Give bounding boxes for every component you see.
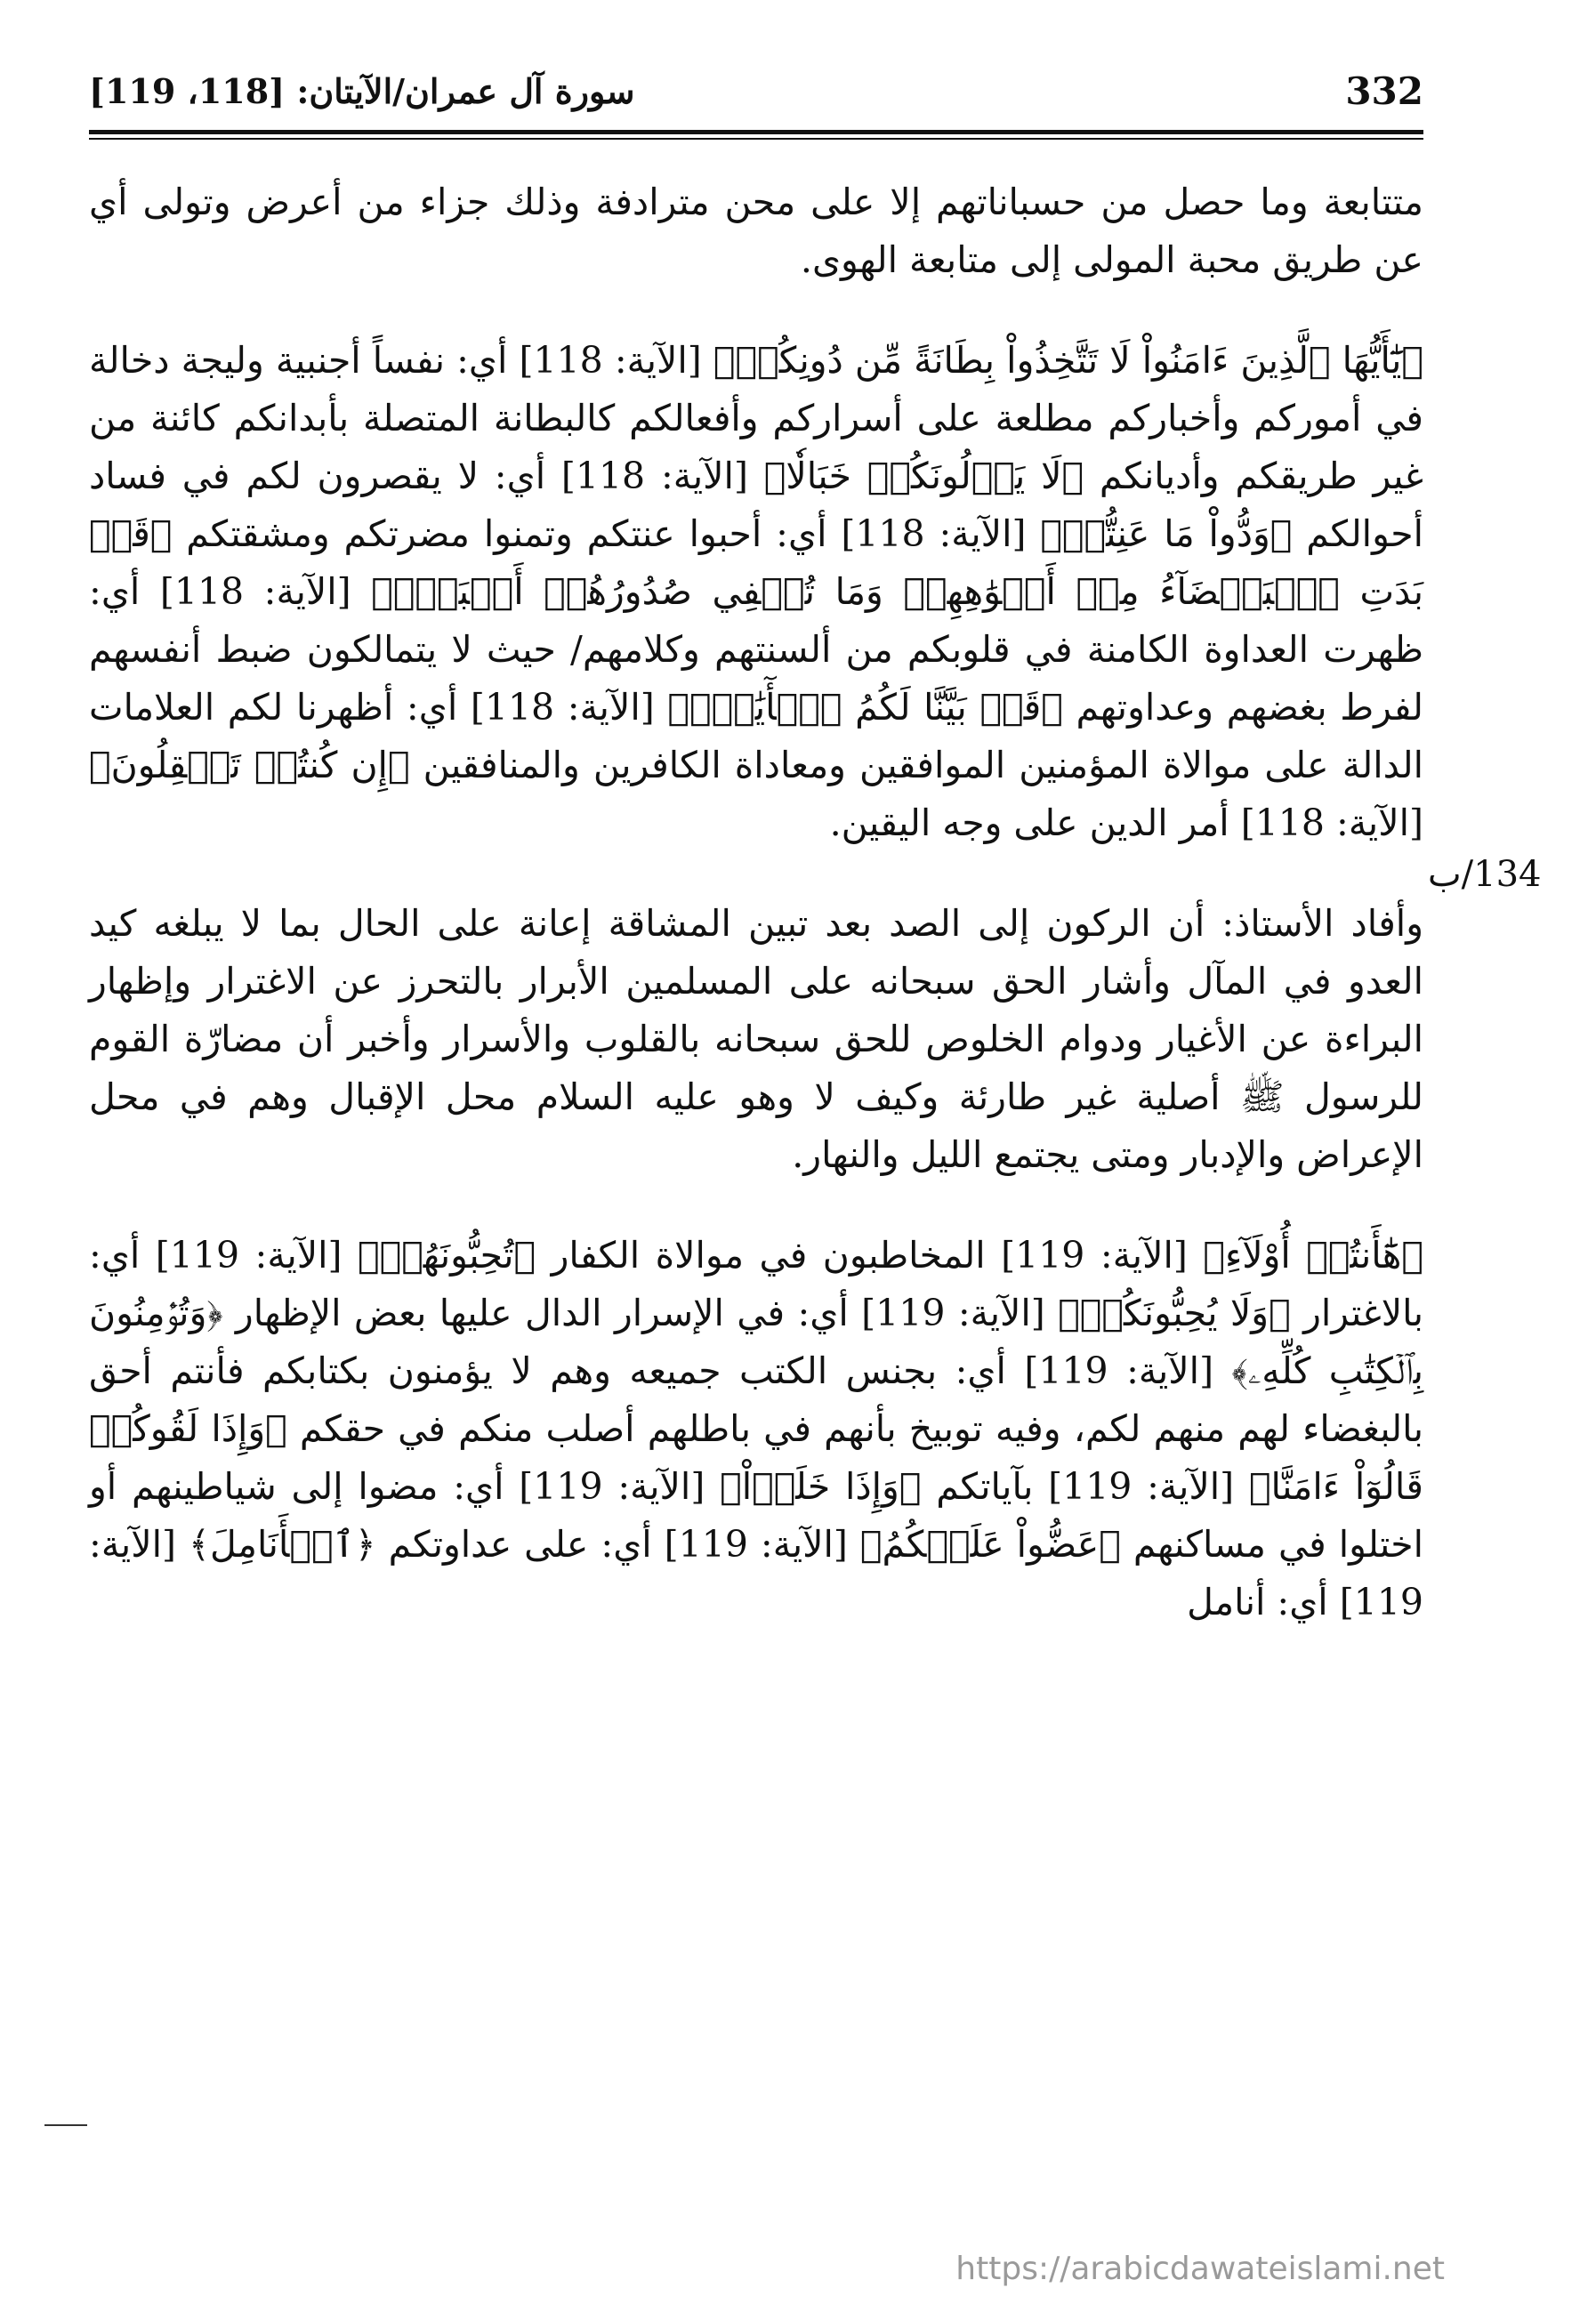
paragraph-2: ﴿يَٰٓأَيُّهَا ٱلَّذِينَ ءَامَنُواْ لَا تَتَّخِذُواْ بِطَانَةً مِّن دُونِكُمۡ﴾ [الآية: 118] أي: نفساً أجنبية وليجة دخالة في أموركم وأخباركم مطلعة على أسراركم وأفعالكم كالبطانة المتصلة بأبدانكم كائنة من غير طريقكم وأديانكم ﴿لَا يَأۡلُونَكُمۡ خَبَالٗا﴾ [الآية: 118] أي: لا يقصرون لكم في فساد أحوالكم ﴿وَدُّواْ مَا عَنِتُّمۡ﴾ [الآية: 118] أي: أحبوا عنتكم وتمنوا مضرتكم ومشقتكم ﴿قَدۡ بَدَتِ ٱلۡبَغۡضَآءُ مِنۡ أَفۡوَٰهِهِمۡ وَمَا تُخۡفِي صُدُورُهُمۡ أَكۡبَرُۚ﴾ [الآية: 118] أي: ظهرت العداوة الكامنة في قلوبكم من ألسنتهم وكلامهم/ حيث لا يتمالكون ضبط أنفسهم لفرط بغضهم وعداوتهم ﴿قَدۡ بَيَّنَّا لَكُمُ ٱلۡأٓيَٰتِۖ﴾ [الآية: 118] أي: أظهرنا لكم العلامات الدالة على موالاة المؤمنين الموافقين ومعاداة الكافرين والمنافقين ﴿إِن كُنتُمۡ تَعۡقِلُونَ﴾ [الآية: 118] أمر الدين على وجه اليقين. (89, 339, 1424, 844)
manuscript-folio-note: 134/ب (1428, 854, 1542, 895)
paragraph-1: متتابعة وما حصل من حسباناتهم إلا على محن مترادفة وذلك جزاء من أعرض وتولى أي عن طريق محبة المولى إلى متابعة الهوى. (89, 181, 1423, 281)
header-rule-thick (89, 130, 1423, 134)
scan-mark (44, 2124, 87, 2126)
page-body (89, 173, 1423, 1631)
paragraph-4: ﴿هَٰٓأَنتُمۡ أُوْلَآءِ﴾ [الآية: 119] المخاطبون في موالاة الكفار ﴿تُحِبُّونَهُمۡ﴾ [الآية: 119] أي: بالاغترار ﴿وَلَا يُحِبُّونَكُمۡ﴾ [الآية: 119] أي: في الإسرار الدال عليها بعض الإظهار ﴿وَتُؤۡمِنُونَ بِٱلۡكِتَٰبِ كُلِّهِۦ﴾ [الآية: 119] أي: بجنس الكتب جميعه وهم لا يؤمنون بكتابكم فأنتم أحق بالبغضاء لهم منهم لكم، وفيه توبيخ بأنهم في باطلهم أصلب منكم في حقكم ﴿وَإِذَا لَقُوكُمۡ قَالُوٓاْ ءَامَنَّا﴾ [الآية: 119] بآياتكم ﴿وَإِذَا خَلَوۡاْ﴾ [الآية: 119] أي: مضوا إلى شياطينهم أو اختلوا في مساكنهم ﴿عَضُّواْ عَلَيۡكُمُ﴾ [الآية: 119] أي: على عداوتكم ﴿ٱلۡأَنَامِلَ﴾ [الآية: 119] أي: أنامل (89, 1234, 1424, 1623)
page-header (89, 69, 1423, 123)
header-rule-thin (89, 138, 1423, 140)
paragraph-3: وأفاد الأستاذ: أن الركون إلى الصد بعد تبين المشاقة إعانة على الحال بما لا يبلغه كيد العدو في المآل وأشار الحق سبحانه على المسلمين الأبرار بالتحرز عن الاغترار وإظهار البراءة عن الأغيار ودوام الخلوص للحق سبحانه بالقلوب والأسرار وأخبر أن مضارّة القوم للرسول ﷺ أصلية غير طارئة وكيف لا وهو عليه السلام محل الإقبال وهم في محل الإعراض والإدبار ومتى يجتمع الليل والنهار. (89, 902, 1423, 1176)
page-number: 332 (1345, 69, 1423, 113)
source-url-watermark: https://arabicdawateislami.net (955, 2251, 1445, 2287)
running-title: سورة آل عمران/الآيتان: [118، 119] (89, 71, 635, 111)
